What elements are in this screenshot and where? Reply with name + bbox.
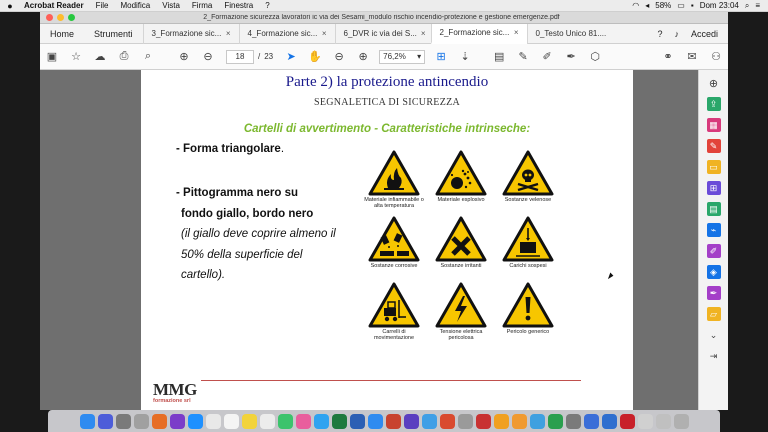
page-navigator xyxy=(226,50,273,64)
warning-sign xyxy=(430,282,492,341)
tab-label: 4_Formazione sic... xyxy=(247,29,318,38)
toolbar xyxy=(40,44,728,70)
protect-icon[interactable]: ◈ xyxy=(707,265,721,279)
footer-divider xyxy=(201,380,581,381)
scroll-mode-icon[interactable]: ⇣ xyxy=(460,51,470,63)
warning-sign xyxy=(497,216,559,269)
bullet-line: - Pittogramma nero su xyxy=(176,187,299,199)
combine-files-icon[interactable]: ⊞ xyxy=(707,181,721,195)
highlight-icon[interactable]: ✐ xyxy=(542,51,552,63)
bookmark-star-icon[interactable]: ☆ xyxy=(71,51,81,63)
zoom-tool-icon[interactable]: ⊕ xyxy=(708,77,719,90)
home-tab[interactable]: Home xyxy=(50,28,75,39)
warning-sign xyxy=(363,216,425,269)
system-icon[interactable] xyxy=(134,414,149,429)
skull-icon xyxy=(502,150,554,196)
explosion-icon xyxy=(435,150,487,196)
acrobat-icon[interactable] xyxy=(620,414,635,429)
menu-firma[interactable]: Firma xyxy=(191,1,213,10)
app-icon[interactable] xyxy=(458,414,473,429)
window-titlebar xyxy=(40,12,728,24)
search-icon[interactable]: ⌕ xyxy=(744,0,750,10)
mail-app-icon[interactable] xyxy=(206,414,221,429)
app-icon[interactable] xyxy=(494,414,509,429)
edit-pdf-icon[interactable]: ✎ xyxy=(707,139,721,153)
tab-label: 0_Testo Unico 81.... xyxy=(535,29,607,38)
battery-percent[interactable]: 58% xyxy=(655,1,672,10)
menu-bar xyxy=(0,0,768,12)
vlc-icon[interactable] xyxy=(512,414,527,429)
calendar-icon[interactable] xyxy=(224,414,239,429)
sign-label: Tensione elettrica pericolosa xyxy=(439,329,483,341)
close-tab-icon[interactable]: × xyxy=(513,28,519,37)
warning-sign xyxy=(430,150,492,203)
cross-icon xyxy=(435,216,487,262)
app-menu[interactable]: Acrobat Reader xyxy=(24,1,84,10)
bell-icon[interactable]: ♪ xyxy=(674,28,679,39)
bullet-line: 50% della superficie del xyxy=(181,248,303,261)
document-tab[interactable] xyxy=(335,24,431,44)
close-tab-icon[interactable]: × xyxy=(321,29,327,38)
upload-icon[interactable]: ☁ xyxy=(94,51,106,63)
sign-label: Sostanze irritanti xyxy=(440,263,482,269)
app-icon[interactable] xyxy=(386,414,401,429)
organize-pages-icon[interactable]: ▤ xyxy=(707,202,721,216)
warning-sign xyxy=(497,150,559,203)
app-icon[interactable] xyxy=(530,414,545,429)
apple-icon[interactable]: ● xyxy=(7,0,13,11)
select-cursor-icon[interactable]: ➤ xyxy=(286,51,296,63)
bullet-line: cartello). xyxy=(181,269,226,281)
exclamation-icon xyxy=(502,282,554,328)
document-tab[interactable] xyxy=(239,24,335,44)
find-icon[interactable]: ⌕ xyxy=(144,50,152,62)
sign-label: Materiale esplosivo xyxy=(437,197,485,203)
volume-icon[interactable]: ◂ xyxy=(645,1,650,10)
window-title: 2_Formazione sicurezza lavoratori ic via dei Sesami_modulo rischio incendio-protezione e gestione emergenze.pdf xyxy=(203,14,560,21)
next-page-icon[interactable]: ⊖ xyxy=(203,51,213,63)
tools-tab[interactable]: Strumenti xyxy=(94,28,133,39)
tab-label: 2_Formazione sic... xyxy=(439,28,510,37)
page-number-input[interactable]: 18 xyxy=(226,50,254,64)
mail-icon[interactable]: ✉ xyxy=(687,51,697,63)
sign-label: Sostanze velenose xyxy=(504,197,552,203)
app-icon[interactable] xyxy=(368,414,383,429)
document-tab-active[interactable] xyxy=(431,24,527,44)
suspended-load-icon xyxy=(502,216,554,262)
reminders-icon[interactable] xyxy=(260,414,275,429)
siri-icon[interactable] xyxy=(98,414,113,429)
section-caption: Cartelli di avvertimento - Caratteristiche intrinseche: xyxy=(243,123,531,135)
close-tab-icon[interactable]: × xyxy=(225,29,231,38)
page-title: Parte 2) la protezione antincendio xyxy=(285,74,489,90)
photos-icon[interactable] xyxy=(296,414,311,429)
launchpad-icon[interactable] xyxy=(116,414,131,429)
bullet-pictogram xyxy=(176,183,336,286)
warning-sign xyxy=(363,282,425,341)
firefox-icon[interactable] xyxy=(152,414,167,429)
signin-button[interactable]: Accedi xyxy=(690,28,718,39)
forklift-icon xyxy=(368,282,420,328)
tools-side-panel xyxy=(698,70,728,410)
hand-tool-icon[interactable]: ✋ xyxy=(308,51,322,63)
app-icon[interactable] xyxy=(602,414,617,429)
sign-label: Materiale infiammabile o alta temperatura xyxy=(364,197,424,209)
create-pdf-icon[interactable]: ▦ xyxy=(707,118,721,132)
scan-icon[interactable]: ⌁ xyxy=(707,223,721,237)
print-icon[interactable]: ⎙ xyxy=(119,50,129,62)
document-viewer[interactable] xyxy=(40,70,698,410)
share-link-icon[interactable]: ⚭ xyxy=(663,51,673,63)
lightning-icon xyxy=(435,282,487,328)
sign-icon[interactable]: ✒ xyxy=(566,51,576,63)
menu-help[interactable]: ? xyxy=(265,1,270,10)
sign-label: Carrelli di movimentazione xyxy=(373,329,415,341)
sign-label: Sostanze corrosive xyxy=(370,263,418,269)
menu-vista[interactable]: Vista xyxy=(162,1,180,10)
menu-finestra[interactable]: Finestra xyxy=(224,1,254,10)
app-icon[interactable] xyxy=(440,414,455,429)
app-icon[interactable] xyxy=(170,414,185,429)
company-logo xyxy=(153,380,197,404)
flame-icon xyxy=(368,150,420,196)
comment-tool-icon[interactable]: ▭ xyxy=(707,160,721,174)
tab-bar xyxy=(40,24,728,44)
app-icon[interactable] xyxy=(566,414,581,429)
tab-label: 6_DVR ic via dei S... xyxy=(343,29,417,38)
warning-sign xyxy=(363,150,425,209)
page-separator: / xyxy=(258,52,261,61)
trash-icon[interactable] xyxy=(674,414,689,429)
comment-icon[interactable]: ▤ xyxy=(493,51,505,63)
bullet-shape-period: . xyxy=(280,143,285,155)
wifi-icon[interactable]: ◠ xyxy=(632,1,640,10)
send-sign-icon[interactable]: ✒ xyxy=(707,286,721,300)
zoom-in-icon[interactable]: ⊕ xyxy=(358,51,368,63)
pdf-page xyxy=(141,70,633,410)
app-icon[interactable] xyxy=(638,414,653,429)
warning-sign xyxy=(430,216,492,269)
downloads-icon[interactable] xyxy=(656,414,671,429)
add-user-icon[interactable]: ⚇ xyxy=(711,51,721,63)
menu-modifica[interactable]: Modifica xyxy=(120,1,151,10)
export-pdf-icon[interactable]: ⇪ xyxy=(707,97,721,111)
finder-icon[interactable] xyxy=(80,414,95,429)
appstore-icon[interactable] xyxy=(314,414,329,429)
close-window-button[interactable] xyxy=(46,14,53,21)
previous-page-icon[interactable]: ⊕ xyxy=(179,51,189,63)
notifications-icon[interactable]: ≡ xyxy=(755,1,760,10)
bullet-line: fondo giallo, bordo nero xyxy=(181,207,314,220)
page-total: 23 xyxy=(264,52,274,61)
notes-icon[interactable] xyxy=(242,414,257,429)
zoom-window-button[interactable] xyxy=(68,14,75,21)
pen-icon[interactable]: ✎ xyxy=(518,51,528,63)
zoom-select[interactable] xyxy=(379,50,425,64)
chevron-down-icon[interactable]: ⌄ xyxy=(709,329,718,340)
help-icon[interactable]: ? xyxy=(657,28,663,39)
warning-sign xyxy=(497,282,559,335)
app-icon[interactable] xyxy=(404,414,419,429)
fill-sign-icon[interactable]: ✐ xyxy=(707,244,721,258)
page-subtitle: SEGNALETICA DI SICUREZZA xyxy=(313,97,461,108)
maps-icon[interactable] xyxy=(278,414,293,429)
logo-subtext: formazione srl xyxy=(153,398,191,404)
safari-icon[interactable] xyxy=(188,414,203,429)
zoom-value: 76,2% xyxy=(383,52,406,61)
close-tab-icon[interactable]: × xyxy=(420,29,426,38)
menu-file[interactable]: File xyxy=(95,1,109,10)
document-tab[interactable] xyxy=(143,24,239,44)
logo-text: MMG xyxy=(153,380,197,399)
bullet-line: (il giallo deve coprire almeno il xyxy=(181,228,336,240)
sign-label: Carichi sospesi xyxy=(509,263,547,269)
page-fit-icon[interactable]: ⊞ xyxy=(436,51,446,63)
minimize-window-button[interactable] xyxy=(57,14,64,21)
bullet-shape xyxy=(176,143,284,155)
measure-icon[interactable]: ▱ xyxy=(707,307,721,321)
corrosion-icon xyxy=(368,216,420,262)
battery-icon[interactable]: ▭ xyxy=(677,1,685,10)
word-icon[interactable] xyxy=(350,414,365,429)
excel-icon[interactable] xyxy=(332,414,347,429)
flag-icon[interactable]: ▪ xyxy=(690,1,694,10)
document-tab[interactable] xyxy=(527,24,623,44)
chevron-down-icon: ▾ xyxy=(417,52,422,61)
app-icon[interactable] xyxy=(422,414,437,429)
sign-label: Pericolo generico xyxy=(506,329,550,335)
save-icon[interactable]: ▣ xyxy=(46,51,58,63)
app-icon[interactable] xyxy=(548,414,563,429)
clock[interactable]: Dom 23:04 xyxy=(699,1,739,10)
app-icon[interactable] xyxy=(476,414,491,429)
zoom-out-icon[interactable]: ⊖ xyxy=(334,51,344,63)
tab-label: 3_Formazione sic... xyxy=(151,29,222,38)
bullet-shape-text: - Forma triangolare xyxy=(176,143,281,155)
collapse-panel-icon[interactable]: ⇥ xyxy=(709,350,718,361)
dock xyxy=(48,410,720,432)
tag-icon[interactable]: ⬡ xyxy=(590,51,600,63)
app-icon[interactable] xyxy=(584,414,599,429)
